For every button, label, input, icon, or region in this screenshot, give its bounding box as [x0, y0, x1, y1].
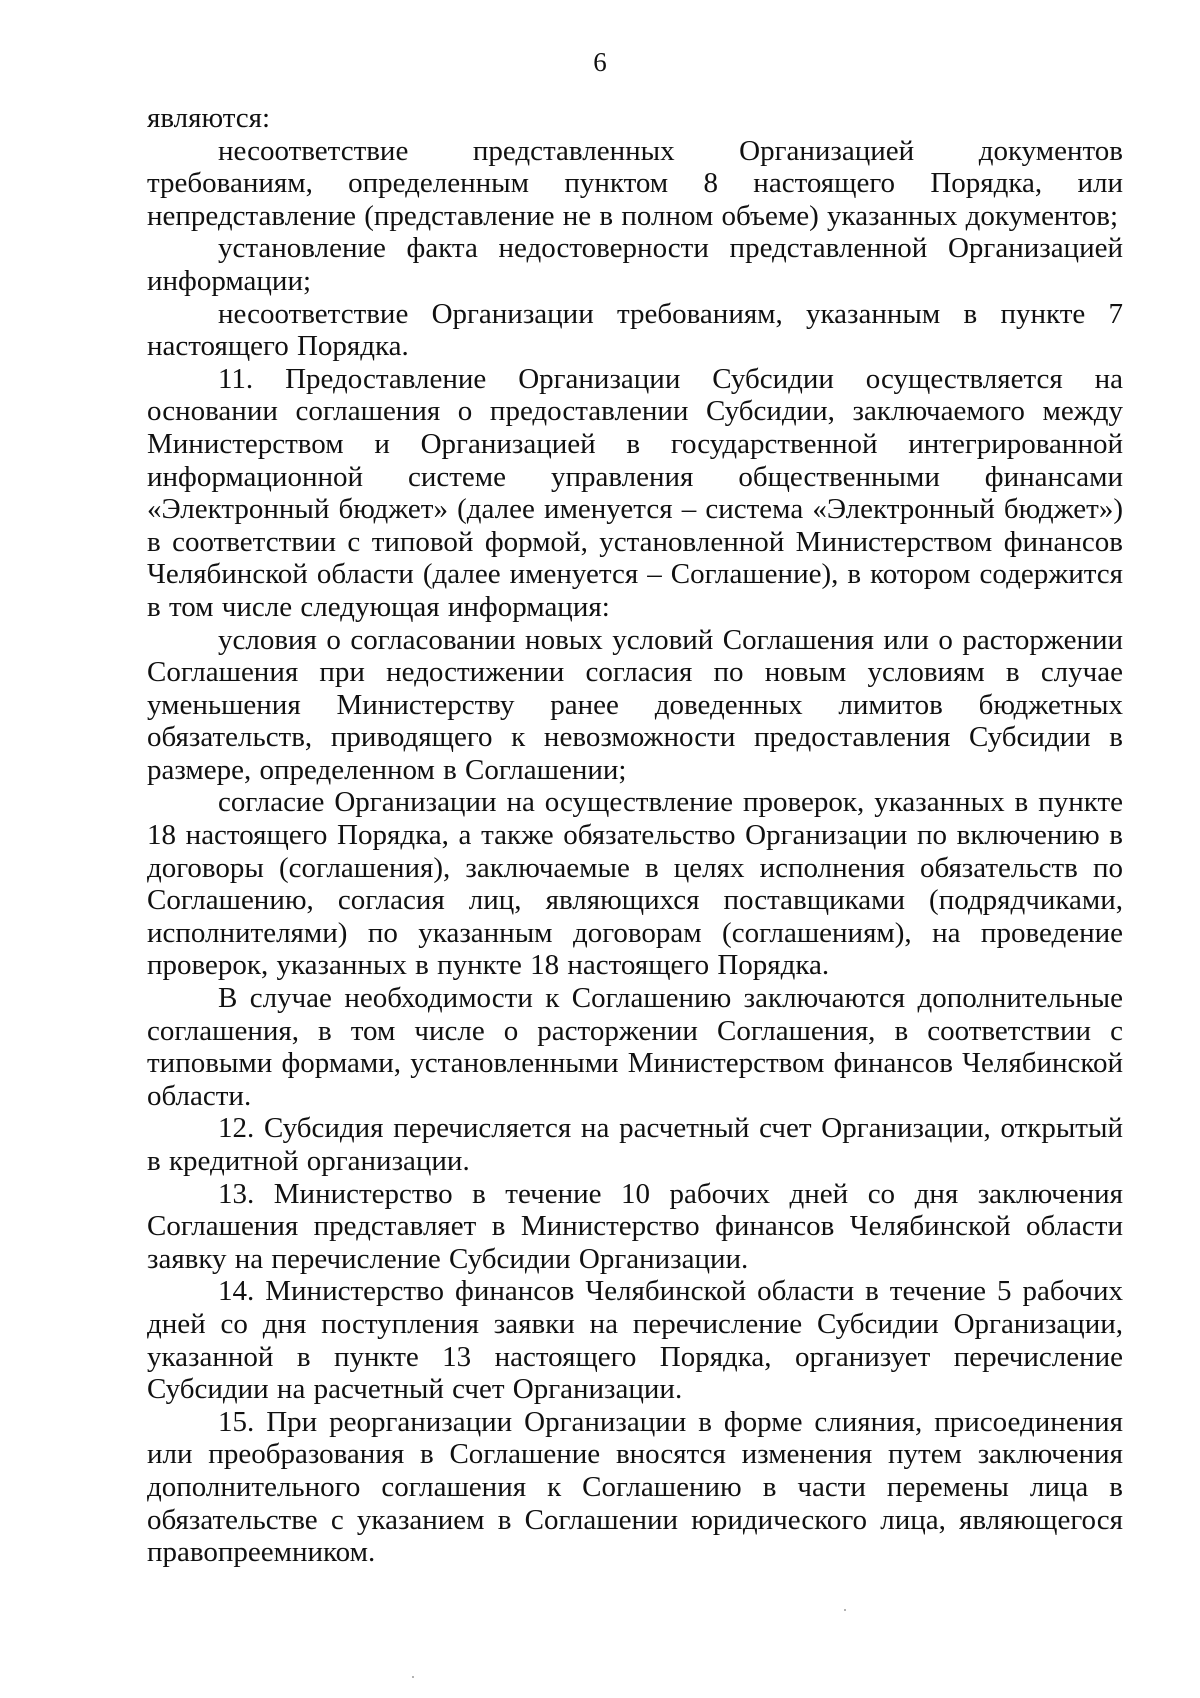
paragraph-item-14: 14. Министерство финансов Челябинской области в течение 5 рабочих дней со дня поступления заявки на перечисление Субсидии Организации, указанной в пункте 13 настоящего Порядка, организует перечисление Субсидии на расчетный счет Организации.	[147, 1275, 1123, 1406]
paragraph-item-12: 12. Субсидия перечисляется на расчетный счет Организации, открытый в кредитной организации.	[147, 1112, 1123, 1177]
scan-speck	[844, 1609, 846, 1611]
paragraph-refusal-reason-false-info: установление факта недостоверности представленной Организацией информации;	[147, 232, 1123, 297]
paragraph-item-13: 13. Министерство в течение 10 рабочих дней со дня заключения Соглашения представляет в Министерство финансов Челябинской области заявку на перечисление Субсидии Организации.	[147, 1177, 1123, 1275]
paragraph-item-11-consent: согласие Организации на осуществление проверок, указанных в пункте 18 настоящего Порядка, а также обязательство Организации по включению в договоры (соглашения), заключаемые в целях исполнения обязательств по Соглашению, согласия лиц, являющихся поставщиками (подрядчиками, исполнителями) по указанным договорам (соглашениям), на проведение проверок, указанных в пункте 18 настоящего Порядка.	[147, 786, 1123, 982]
paragraph-continuation: являются:	[147, 102, 271, 134]
document-body	[147, 102, 1123, 1569]
paragraph-item-11: 11. Предоставление Организации Субсидии осуществляется на основании соглашения о предоставлении Субсидии, заключаемого между Министерством и Организацией в государственной интегрированной информационной системе управления общественными финансами «Электронный бюджет» (далее именуется – система «Электронный бюджет») в соответствии с типовой формой, установленной Министерством финансов Челябинской области (далее именуется – Соглашение), в котором содержится в том числе следующая информация:	[147, 362, 1123, 623]
page-number: 6	[593, 47, 607, 77]
paragraph-item-15: 15. При реорганизации Организации в форме слияния, присоединения или преобразования в Соглашение вносятся изменения путем заключения дополнительного соглашения к Соглашению в части перемены лица в обязательстве с указанием в Соглашении юридического лица, являющегося правопреемником.	[147, 1405, 1123, 1569]
paragraph-item-11-supplementary: В случае необходимости к Соглашению заключаются дополнительные соглашения, в том числе о расторжении Соглашения, в соответствии с типовыми формами, установленными Министерством финансов Челябинской области.	[147, 982, 1123, 1112]
paragraph-refusal-reason-requirements: несоответствие Организации требованиям, указанным в пункте 7 настоящего Порядка.	[147, 297, 1123, 363]
scan-speck	[412, 1676, 414, 1678]
paragraph-item-11-conditions: условия о согласовании новых условий Соглашения или о расторжении Соглашения при недостижении согласия по новым условиям в случае уменьшения Министерству ранее доведенных лимитов бюджетных обязательств, приводящего к невозможности предоставления Субсидии в размере, определенном в Соглашении;	[147, 623, 1123, 786]
paragraph-refusal-reason-documents: несоответствие представленных Организацией документов требованиям, определенным пунктом 8 настоящего Порядка, или непредставление (представление не в полном объеме) указанных документов;	[147, 134, 1123, 232]
